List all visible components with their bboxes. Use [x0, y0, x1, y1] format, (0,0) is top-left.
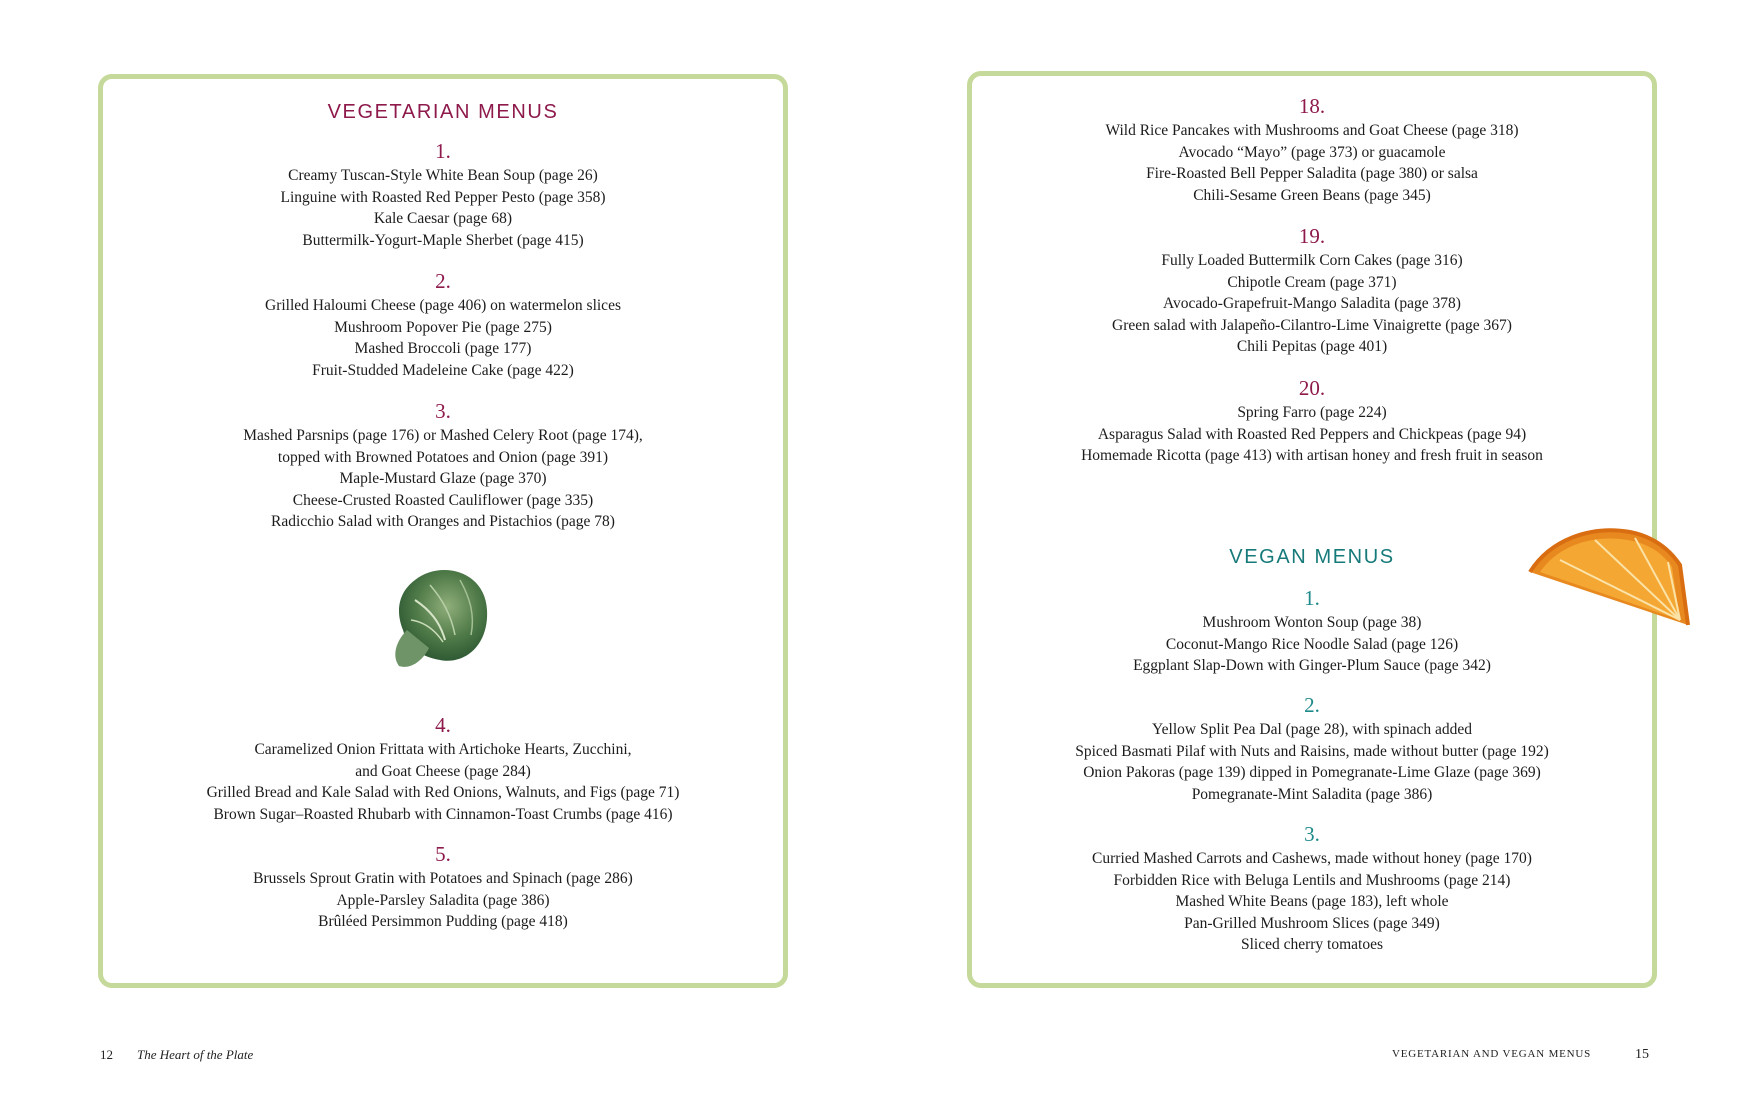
orange-slice-icon [1520, 520, 1690, 635]
menu-item: Onion Pakoras (page 139) dipped in Pomegranate-Lime Glaze (page 369) [1083, 764, 1541, 782]
menu-item: Mashed White Beans (page 183), left whole [1175, 893, 1449, 911]
menu-item: Grilled Bread and Kale Salad with Red Onions, Walnuts, and Figs (page 71) [206, 784, 680, 802]
menu-number: 1. [435, 139, 451, 163]
menu-item: Mushroom Wonton Soup (page 38) [1202, 614, 1422, 631]
menu-item: Cheese-Crusted Roasted Cauliflower (page 335) [292, 491, 594, 509]
menu-number: 2. [1304, 693, 1320, 717]
menu-item: Sliced cherry tomatoes [1240, 936, 1384, 954]
menu-item: Curried Mashed Carrots and Cashews, made without honey (page 170) [1092, 850, 1532, 867]
menu-block [103, 399, 783, 533]
menu-item: Brûléed Persimmon Pudding (page 418) [318, 913, 568, 931]
menu-block [972, 376, 1652, 467]
menu-item: Pomegranate-Mint Saladita (page 386) [1191, 785, 1433, 803]
menu-item: Homemade Ricotta (page 413) with artisan honey and fresh fruit in season [1081, 447, 1543, 465]
menu-block [103, 842, 783, 933]
menu-item: Maple-Mustard Glaze (page 370) [339, 470, 547, 488]
menu-item: Chipotle Cream (page 371) [1227, 273, 1397, 291]
menu-item: Linguine with Roasted Red Pepper Pesto (page 358) [280, 188, 606, 206]
menu-number: 2. [435, 269, 451, 293]
menu-number: 3. [435, 399, 451, 423]
menu-item: Creamy Tuscan-Style White Bean Soup (page 26) [288, 167, 598, 184]
menu-item: topped with Browned Potatoes and Onion (page 391) [277, 448, 609, 466]
menu-number: 19. [1298, 224, 1326, 248]
menu-item: Chili-Sesame Green Beans (page 345) [1193, 186, 1431, 204]
vegetarian-menus-panel [98, 74, 788, 988]
menu-item: Caramelized Onion Frittata with Artichoke Hearts, Zucchini, [254, 741, 632, 758]
menu-item: Fully Loaded Buttermilk Corn Cakes (page 316) [1161, 252, 1463, 269]
menu-block [972, 822, 1652, 956]
menu-block [972, 224, 1652, 358]
menu-item: Brussels Sprout Gratin with Potatoes and Spinach (page 286) [253, 870, 633, 887]
menu-item: Fire-Roasted Bell Pepper Saladita (page 380) or salsa [1146, 165, 1478, 183]
right-running-head: VEGETARIAN AND VEGAN MENUS [1392, 1048, 1592, 1060]
menu-block [103, 269, 783, 381]
left-book-title: The Heart of the Plate [137, 1047, 254, 1062]
menu-number: 20. [1298, 376, 1326, 400]
menu-item: Spiced Basmati Pilaf with Nuts and Raisins, made without butter (page 192) [1075, 742, 1549, 760]
menu-item: Radicchio Salad with Oranges and Pistachios (page 78) [271, 513, 615, 531]
menu-block [972, 94, 1652, 206]
menu-item: Eggplant Slap-Down with Ginger-Plum Sauce (page 342) [1133, 657, 1491, 675]
menu-item: Mashed Parsnips (page 176) or Mashed Celery Root (page 174), [243, 427, 643, 444]
menu-number: 18. [1298, 94, 1326, 118]
menu-item: Kale Caesar (page 68) [373, 210, 513, 228]
menu-number: 3. [1304, 822, 1320, 846]
menu-number: 4. [435, 713, 451, 737]
vegan-menus-title: VEGAN MENUS [1229, 546, 1395, 568]
menu-item: Asparagus Salad with Roasted Red Peppers and Chickpeas (page 94) [1097, 425, 1527, 443]
menu-block [103, 139, 783, 251]
menu-item: Wild Rice Pancakes with Mushrooms and Goat Cheese (page 318) [1105, 122, 1519, 139]
menu-item: Fruit-Studded Madeleine Cake (page 422) [312, 361, 574, 379]
brussels-sprout-icon [385, 560, 495, 680]
menu-block [972, 693, 1652, 805]
menu-item: Yellow Split Pea Dal (page 28), with spinach added [1152, 721, 1472, 738]
menu-item: Apple-Parsley Saladita (page 386) [336, 891, 550, 909]
right-page-number: 15 [1635, 1047, 1649, 1062]
menu-item: Pan-Grilled Mushroom Slices (page 349) [1184, 914, 1440, 932]
menu-item: and Goat Cheese (page 284) [355, 762, 531, 780]
menu-item: Green salad with Jalapeño-Cilantro-Lime Vinaigrette (page 367) [1112, 316, 1512, 334]
menu-block [103, 713, 783, 825]
menu-item: Coconut-Mango Rice Noodle Salad (page 126) [1165, 635, 1459, 653]
vegetarian-menus-title: VEGETARIAN MENUS [327, 101, 559, 123]
menu-item: Avocado “Mayo” (page 373) or guacamole [1178, 143, 1446, 161]
menu-item: Avocado-Grapefruit-Mango Saladita (page 378) [1163, 295, 1461, 313]
menu-item: Mushroom Popover Pie (page 275) [334, 318, 552, 336]
menu-item: Forbidden Rice with Beluga Lentils and Mushrooms (page 214) [1113, 871, 1511, 889]
menu-item: Buttermilk-Yogurt-Maple Sherbet (page 415) [302, 231, 584, 249]
menu-item: Brown Sugar–Roasted Rhubarb with Cinnamon-Toast Crumbs (page 416) [213, 805, 673, 823]
menu-number: 5. [435, 842, 451, 866]
left-page-number: 12 [100, 1047, 113, 1062]
menu-item: Mashed Broccoli (page 177) [354, 340, 532, 358]
menu-number: 1. [1304, 586, 1320, 610]
menu-item: Spring Farro (page 224) [1237, 404, 1387, 421]
menu-item: Chili Pepitas (page 401) [1236, 338, 1388, 356]
menu-item: Grilled Haloumi Cheese (page 406) on watermelon slices [265, 297, 621, 314]
